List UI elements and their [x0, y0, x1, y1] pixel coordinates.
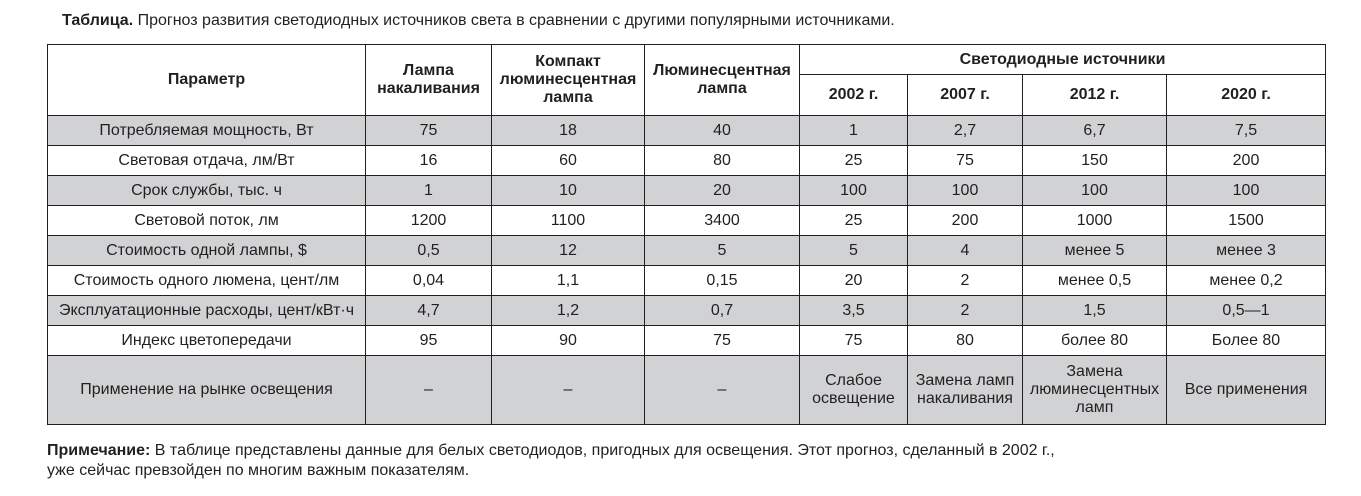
comparison-table — [47, 44, 1326, 425]
table-cell: 1200 — [366, 206, 492, 236]
table-row — [48, 176, 1326, 206]
header-year-2020: 2020 г. — [1167, 75, 1326, 116]
header-fluorescent: Люминесцентная лампа — [645, 45, 800, 116]
table-row — [48, 146, 1326, 176]
table-cell: 5 — [800, 236, 908, 266]
table-cell: 18 — [492, 116, 645, 146]
table-cell: 95 — [366, 326, 492, 356]
table-cell: 75 — [645, 326, 800, 356]
table-cell: 80 — [645, 146, 800, 176]
table-cell: менее 0,5 — [1023, 266, 1167, 296]
table-cell: 1,1 — [492, 266, 645, 296]
table-cell: 0,04 — [366, 266, 492, 296]
row-param: Световая отдача, лм/Вт — [48, 146, 366, 176]
table-cell: 40 — [645, 116, 800, 146]
table-cell: менее 5 — [1023, 236, 1167, 266]
note-line-1 — [47, 441, 1055, 461]
table-cell: 25 — [800, 206, 908, 236]
table-cell: 200 — [1167, 146, 1326, 176]
table-cell: 0,7 — [645, 296, 800, 326]
caption-label: Таблица. — [62, 12, 134, 29]
header-cfl: Компакт люминесцентная лампа — [492, 45, 645, 116]
table-cell: 1500 — [1167, 206, 1326, 236]
table-cell: 0,5—1 — [1167, 296, 1326, 326]
header-led-group: Светодиодные источники — [800, 45, 1326, 75]
table-cell: 60 — [492, 146, 645, 176]
table-cell: 3400 — [645, 206, 800, 236]
table-cell: 75 — [908, 146, 1023, 176]
table-cell: 75 — [800, 326, 908, 356]
table-cell: 20 — [800, 266, 908, 296]
table-caption — [62, 11, 895, 31]
table-cell: менее 3 — [1167, 236, 1326, 266]
note-text-1: В таблице представлены данные для белых светодиодов, пригодных для освещения. Этот прогноз, сделанный в 2002 г., — [150, 442, 1055, 459]
table-row — [48, 236, 1326, 266]
table-cell: 75 — [366, 116, 492, 146]
table-cell: Все применения — [1167, 356, 1326, 425]
table-cell: менее 0,2 — [1167, 266, 1326, 296]
table-cell: Замена ламп накаливания — [908, 356, 1023, 425]
table-cell: 25 — [800, 146, 908, 176]
table-cell: 2 — [908, 296, 1023, 326]
table-cell: 2 — [908, 266, 1023, 296]
row-param: Потребляемая мощность, Вт — [48, 116, 366, 146]
table-cell: 100 — [1023, 176, 1167, 206]
table-cell: – — [645, 356, 800, 425]
row-param: Световой поток, лм — [48, 206, 366, 236]
row-param: Применение на рынке освещения — [48, 356, 366, 425]
table-cell: 1 — [366, 176, 492, 206]
table-cell: 150 — [1023, 146, 1167, 176]
table-cell: 0,15 — [645, 266, 800, 296]
table-note — [47, 441, 1055, 481]
table-cell: 1,5 — [1023, 296, 1167, 326]
row-param: Стоимость одного люмена, цент/лм — [48, 266, 366, 296]
header-param: Параметр — [48, 45, 366, 116]
table-cell: 5 — [645, 236, 800, 266]
table-cell: 80 — [908, 326, 1023, 356]
table-cell: 100 — [800, 176, 908, 206]
table-cell: 4,7 — [366, 296, 492, 326]
table-cell: более 80 — [1023, 326, 1167, 356]
table-cell: 1000 — [1023, 206, 1167, 236]
table-row — [48, 296, 1326, 326]
header-year-2002: 2002 г. — [800, 75, 908, 116]
table-cell: Замена люминесцентных ламп — [1023, 356, 1167, 425]
table-cell: 2,7 — [908, 116, 1023, 146]
table-cell: 6,7 — [1023, 116, 1167, 146]
table-row — [48, 356, 1326, 425]
header-incandescent: Лампа накаливания — [366, 45, 492, 116]
table-cell: 100 — [908, 176, 1023, 206]
table-cell: – — [366, 356, 492, 425]
table-row — [48, 326, 1326, 356]
table-cell: 16 — [366, 146, 492, 176]
table-cell: 90 — [492, 326, 645, 356]
table-row — [48, 206, 1326, 236]
table-cell: 3,5 — [800, 296, 908, 326]
header-year-2007: 2007 г. — [908, 75, 1023, 116]
note-text-2: уже сейчас превзойден по многим важным показателям. — [47, 462, 470, 479]
row-param: Индекс цветопередачи — [48, 326, 366, 356]
table-cell: 100 — [1167, 176, 1326, 206]
table-row — [48, 116, 1326, 146]
table-cell: 0,5 — [366, 236, 492, 266]
table-cell: 20 — [645, 176, 800, 206]
table-cell: 7,5 — [1167, 116, 1326, 146]
table-cell: Слабое освещение — [800, 356, 908, 425]
header-year-2012: 2012 г. — [1023, 75, 1167, 116]
table-row — [48, 266, 1326, 296]
row-param: Срок службы, тыс. ч — [48, 176, 366, 206]
table-cell: 12 — [492, 236, 645, 266]
table-cell: 200 — [908, 206, 1023, 236]
table-cell: – — [492, 356, 645, 425]
table-cell: 4 — [908, 236, 1023, 266]
table-cell: 1100 — [492, 206, 645, 236]
note-label: Примечание: — [47, 442, 151, 459]
table-cell: 1,2 — [492, 296, 645, 326]
table-cell: 1 — [800, 116, 908, 146]
row-param: Стоимость одной лампы, $ — [48, 236, 366, 266]
row-param: Эксплуатационные расходы, цент/кВт·ч — [48, 296, 366, 326]
table-cell: 10 — [492, 176, 645, 206]
table-cell: Более 80 — [1167, 326, 1326, 356]
caption-text: Прогноз развития светодиодных источников света в сравнении с другими популярными источниками. — [133, 12, 895, 29]
